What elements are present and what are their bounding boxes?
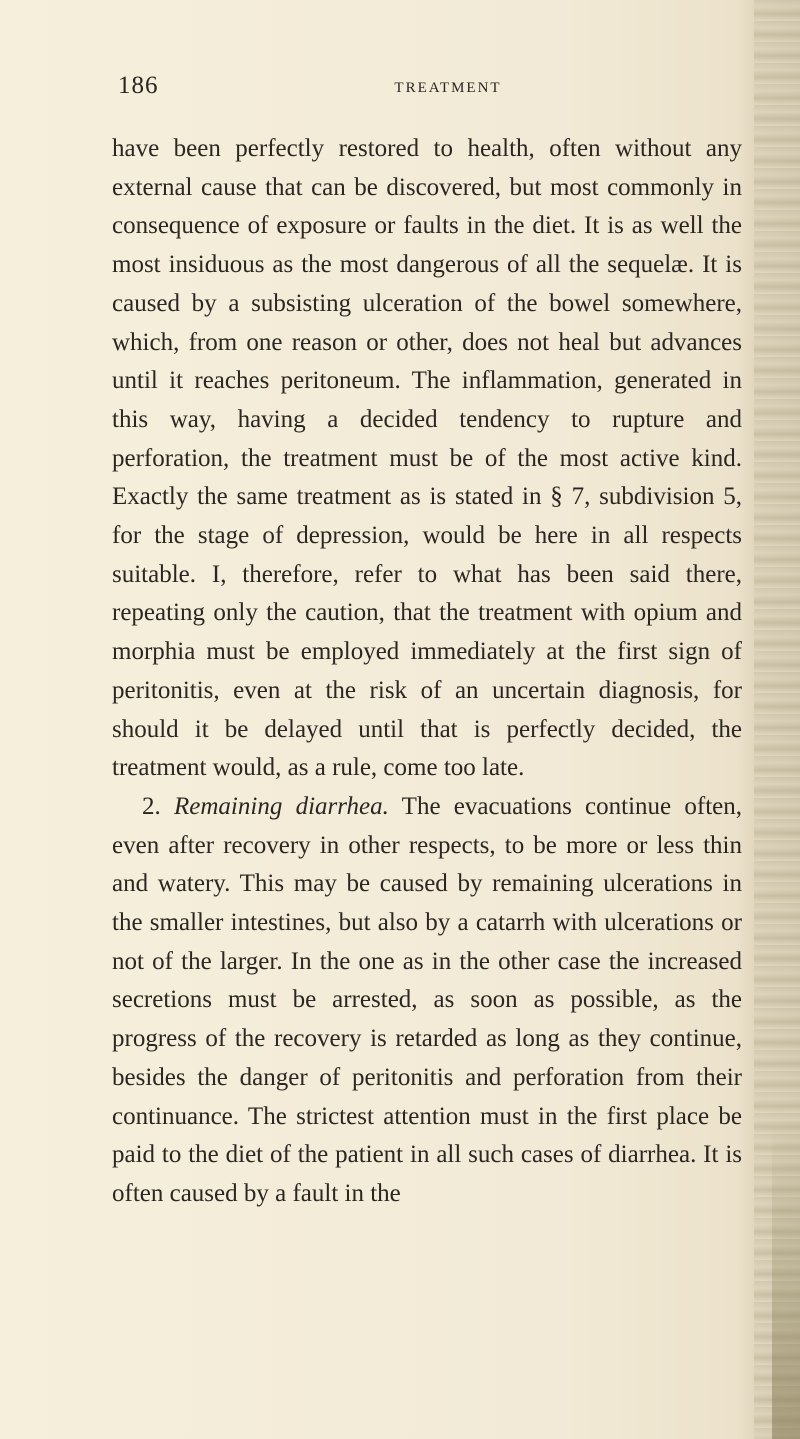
page-header	[118, 72, 738, 106]
page-edge-stain	[772, 1119, 800, 1439]
section-heading: Remaining diarrhea.	[174, 792, 389, 820]
paragraph-text: The evacuations continue often, even after recovery in other respects, to be more or less thin and watery. This may be caused by remaining ulcerations in the smaller intestines, but also by a catarrh with ulcerations or not of the larger. In the one as in the other case the increased secretions must be arrested, as soon as possible, as the progress of the recovery is retarded as long as they continue, besides the danger of peritonitis and perforation from their continuance. The strictest attention must in the first place be paid to the diet of the patient in all such cases of diarrhea. It is often caused by a fault in the	[112, 792, 742, 1207]
paragraph: have been perfectly restored to health, often without any external cause that can be discovered, but most commonly in consequence of exposure or faults in the diet. It is as well the most insiduous as the most dangerous of all the sequelæ. It is caused by a subsisting ulceration of the bowel somewhere, which, from one reason or other, does not heal but advances until it reaches peritoneum. The inflammation, generated in this way, having a decided tendency to rupture and perforation, the treatment must be of the most active kind. Exactly the same treatment as is stated in § 7, subdivision 5, for the stage of depression, would be here in all respects suitable. I, therefore, refer to what has been said there, repeating only the caution, that the treatment with opium and morphia must be employed immediately at the first sign of peritonitis, even at the risk of an uncertain diagnosis, for should it be delayed until that is perfectly decided, the treatment would, as a rule, come too late.	[112, 135, 742, 782]
paragraph-remaining-diarrhea	[112, 788, 742, 1214]
body-text	[112, 130, 742, 1214]
page-number: 186	[118, 72, 159, 99]
section-number: 2.	[142, 792, 161, 820]
running-head: TREATMENT	[394, 80, 502, 96]
